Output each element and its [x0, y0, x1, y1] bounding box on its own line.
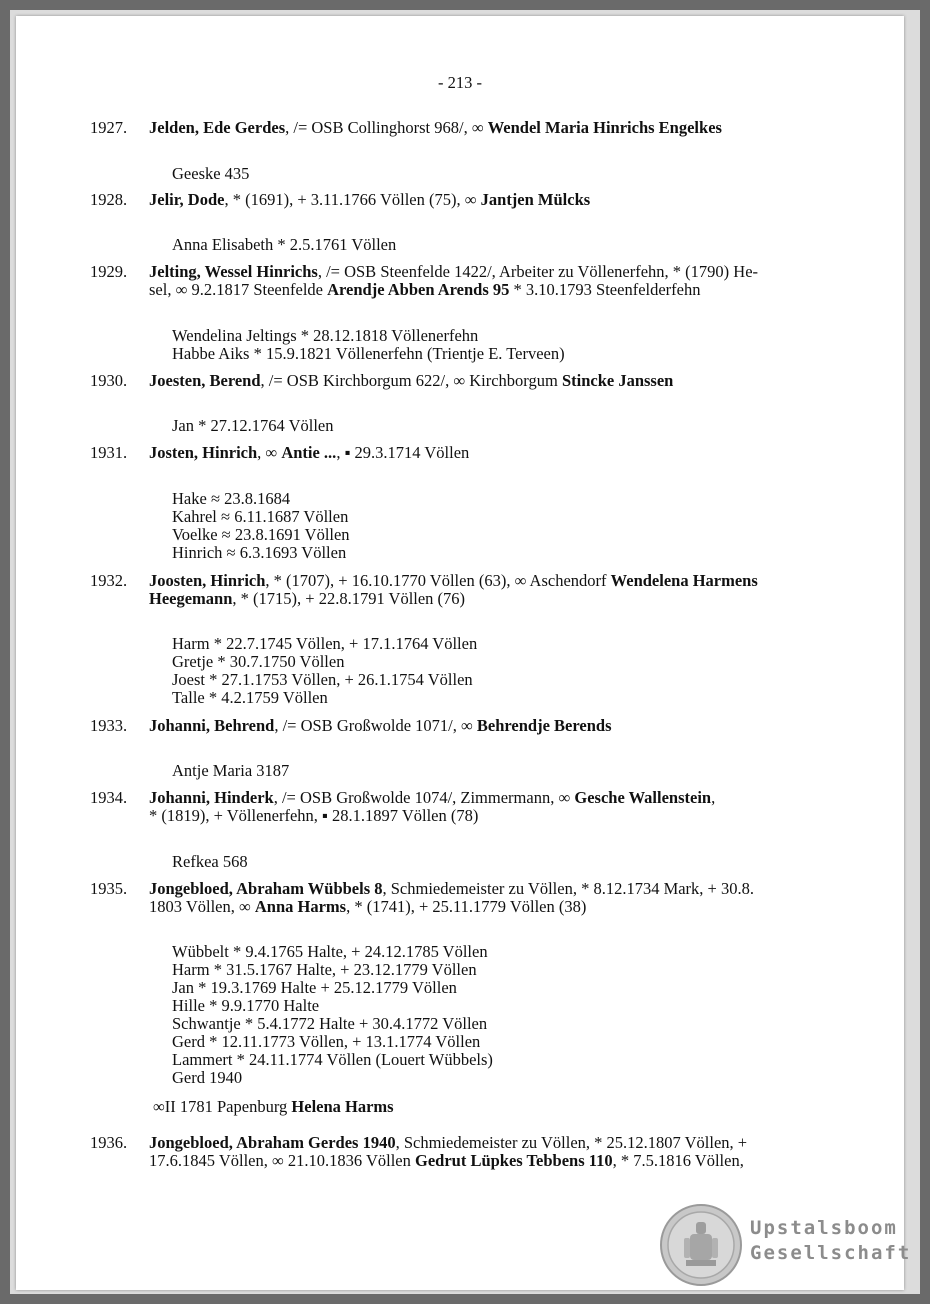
child-list	[172, 236, 852, 254]
entry-heading: Jelir, Dode, * (1691), + 3.11.1766 Völlen (75), ∞ Jantjen Mülcks	[149, 190, 591, 209]
entry-number: 1927.	[90, 118, 128, 137]
child-line: Schwantje * 5.4.1772 Halte + 30.4.1772 Völlen	[172, 1014, 488, 1033]
child-line: Jan * 27.12.1764 Völlen	[172, 416, 334, 435]
child-line: Hinrich ≈ 6.3.1693 Völlen	[172, 543, 347, 562]
page-content	[16, 16, 912, 1290]
entry-1931	[90, 444, 870, 462]
entry-1933	[90, 717, 870, 735]
entry-1932	[90, 572, 870, 608]
entry-heading: Joosten, Hinrich, * (1707), + 16.10.1770 Völlen (63), ∞ Aschendorf Wendelena Harmens Heegemann, * (1715), + 22.8.1791 Völlen (76)	[149, 571, 758, 608]
child-line: Hake ≈ 23.8.1684	[172, 489, 291, 508]
child-line: Harm * 31.5.1767 Halte, + 23.12.1779 Völlen	[172, 960, 477, 979]
child-list	[172, 853, 852, 871]
entry-heading: Joesten, Berend, /= OSB Kirchborgum 622/, ∞ Kirchborgum Stincke Janssen	[149, 371, 674, 390]
child-line: Voelke ≈ 23.8.1691 Völlen	[172, 525, 350, 544]
child-line: Gerd 1940	[172, 1068, 243, 1087]
child-line: Kahrel ≈ 6.11.1687 Völlen	[172, 507, 349, 526]
entry-1934	[90, 789, 870, 825]
entry-number: 1932.	[90, 571, 128, 590]
entry-number: 1928.	[90, 190, 128, 209]
entry-number: 1936.	[90, 1133, 128, 1152]
entry-1935	[90, 880, 870, 916]
child-line: Anna Elisabeth * 2.5.1761 Völlen	[172, 235, 397, 254]
watermark-line1: Upstalsboom	[750, 1217, 898, 1239]
watermark-line2: Gesellschaft	[750, 1242, 912, 1264]
child-list	[172, 327, 852, 363]
entry-1927	[90, 119, 870, 137]
entry-1936	[90, 1134, 870, 1170]
entry-number: 1929.	[90, 262, 128, 281]
child-list	[172, 490, 852, 562]
child-line: Wübbelt * 9.4.1765 Halte, + 24.12.1785 Völlen	[172, 942, 488, 961]
child-line: Gerd * 12.11.1773 Völlen, + 13.1.1774 Völlen	[172, 1032, 481, 1051]
entry-number: 1931.	[90, 443, 128, 462]
child-list	[172, 635, 852, 707]
child-line: Antje Maria 3187	[172, 761, 290, 780]
document-page	[16, 16, 912, 1290]
entry-heading: Jongebloed, Abraham Wübbels 8, Schmiedemeister zu Völlen, * 8.12.1734 Mark, + 30.8. 1803 Völlen, ∞ Anna Harms, * (1741), + 25.11.1779 Völlen (38)	[149, 879, 754, 916]
entry-1930	[90, 372, 870, 390]
child-line: Talle * 4.2.1759 Völlen	[172, 688, 328, 707]
child-line: Refkea 568	[172, 852, 248, 871]
page-number: - 213 -	[438, 73, 482, 92]
seal-logo-icon	[660, 1204, 742, 1286]
entry-heading: Jongebloed, Abraham Gerdes 1940, Schmiedemeister zu Völlen, * 25.12.1807 Völlen, + 17.6.1845 Völlen, ∞ 21.10.1836 Völlen Gedrut Lüpkes Tebbens 110, * 7.5.1816 Völlen,	[149, 1133, 748, 1170]
child-line: Geeske 435	[172, 164, 250, 183]
child-line: Hille * 9.9.1770 Halte	[172, 996, 320, 1015]
child-line: Joest * 27.1.1753 Völlen, + 26.1.1754 Völlen	[172, 670, 473, 689]
entry-heading: Jelting, Wessel Hinrichs, /= OSB Steenfelde 1422/, Arbeiter zu Völlenerfehn, * (1790) He- sel, ∞ 9.2.1817 Steenfelde Arendje Abben Arends 95 * 3.10.1793 Steenfelderfehn	[149, 262, 759, 299]
entry-heading: Johanni, Behrend, /= OSB Großwolde 1071/, ∞ Behrendje Berends	[149, 716, 612, 735]
entry-heading: Jelden, Ede Gerdes, /= OSB Collinghorst 968/, ∞ Wendel Maria Hinrichs Engelkes	[149, 118, 722, 137]
child-line: Jan * 19.3.1769 Halte + 25.12.1779 Völlen	[172, 978, 457, 997]
entry-number: 1933.	[90, 716, 128, 735]
entry-number: 1930.	[90, 371, 128, 390]
entry-heading: Josten, Hinrich, ∞ Antie ..., ▪ 29.3.1714 Völlen	[149, 443, 470, 462]
child-list	[172, 943, 852, 1087]
entry-heading: Johanni, Hinderk, /= OSB Großwolde 1074/, Zimmermann, ∞ Gesche Wallenstein, * (1819), + Völlenerfehn, ▪ 28.1.1897 Völlen (78)	[149, 788, 716, 825]
entry-1929	[90, 263, 870, 299]
child-list	[172, 762, 852, 780]
child-list	[172, 165, 852, 183]
second-marriage: ∞II 1781 Papenburg Helena Harms	[153, 1097, 394, 1116]
child-line: Wendelina Jeltings * 28.12.1818 Völlenerfehn	[172, 326, 479, 345]
child-line: Harm * 22.7.1745 Völlen, + 17.1.1764 Völlen	[172, 634, 478, 653]
entry-1928	[90, 191, 870, 209]
child-line: Habbe Aiks * 15.9.1821 Völlenerfehn (Trientje E. Terveen)	[172, 344, 565, 363]
entry-number: 1935.	[90, 879, 128, 898]
child-line: Lammert * 24.11.1774 Völlen (Louert Wübbels)	[172, 1050, 493, 1069]
entry-number: 1934.	[90, 788, 128, 807]
child-line: Gretje * 30.7.1750 Völlen	[172, 652, 345, 671]
watermark-text	[750, 1216, 910, 1266]
child-list	[172, 417, 852, 435]
